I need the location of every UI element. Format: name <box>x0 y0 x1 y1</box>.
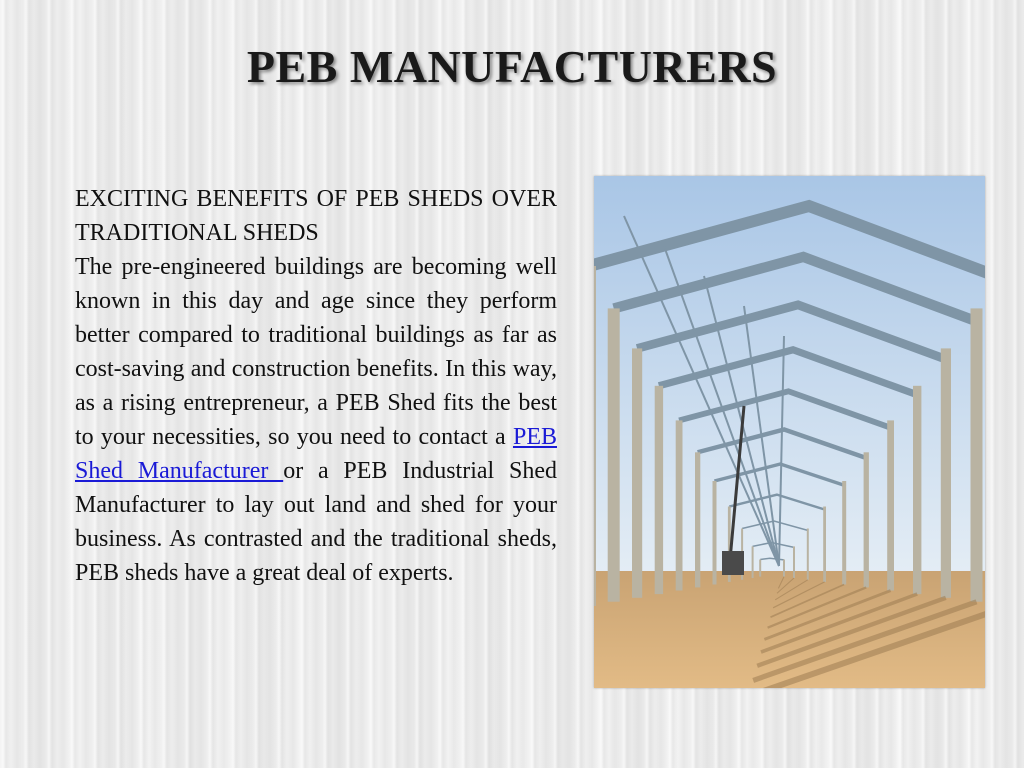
steel-column <box>842 481 846 585</box>
steel-column <box>793 546 795 578</box>
steel-column <box>823 507 826 582</box>
steel-column <box>752 546 754 578</box>
page-title: PEB MANUFACTURERS <box>246 41 778 92</box>
crane-body <box>722 551 744 575</box>
body-text-after-link: or a PEB Industrial Shed Manufacturer to lay out land and shed for your business. As contrasted and the traditional sheds, PEB sheds have a great deal of experts. <box>75 458 558 586</box>
steel-column <box>971 308 983 601</box>
construction-photo <box>594 176 985 688</box>
peb-shed-manufacturer-link[interactable]: PEB Shed Manufacturer <box>75 424 557 484</box>
steel-column <box>864 452 869 587</box>
body-paragraph <box>75 250 557 590</box>
sky <box>594 176 985 576</box>
steel-column <box>713 481 717 585</box>
text-block <box>75 182 557 590</box>
steel-column <box>941 348 951 597</box>
steel-column <box>759 560 761 577</box>
steel-column <box>783 560 785 577</box>
steel-column <box>632 348 642 597</box>
steel-column <box>608 308 620 601</box>
steel-column <box>676 420 683 590</box>
section-heading: EXCITING BENEFITS OF PEB SHEDS OVER TRADITIONAL SHEDS <box>75 186 557 246</box>
steel-column <box>913 386 921 594</box>
body-text-before-link: The pre-engineered buildings are becoming well known in this day and age since they perform better compared to traditional buildings as far as cost-saving and construction benefits. In this way, as a rising entrepreneur, a PEB Shed fits the best to your necessities, so you need to contact a <box>75 254 557 450</box>
steel-column <box>655 386 663 594</box>
steel-column <box>807 529 809 580</box>
steel-frame-illustration <box>594 176 985 688</box>
steel-column <box>594 266 596 606</box>
steel-column <box>695 452 700 587</box>
steel-column <box>887 420 894 590</box>
